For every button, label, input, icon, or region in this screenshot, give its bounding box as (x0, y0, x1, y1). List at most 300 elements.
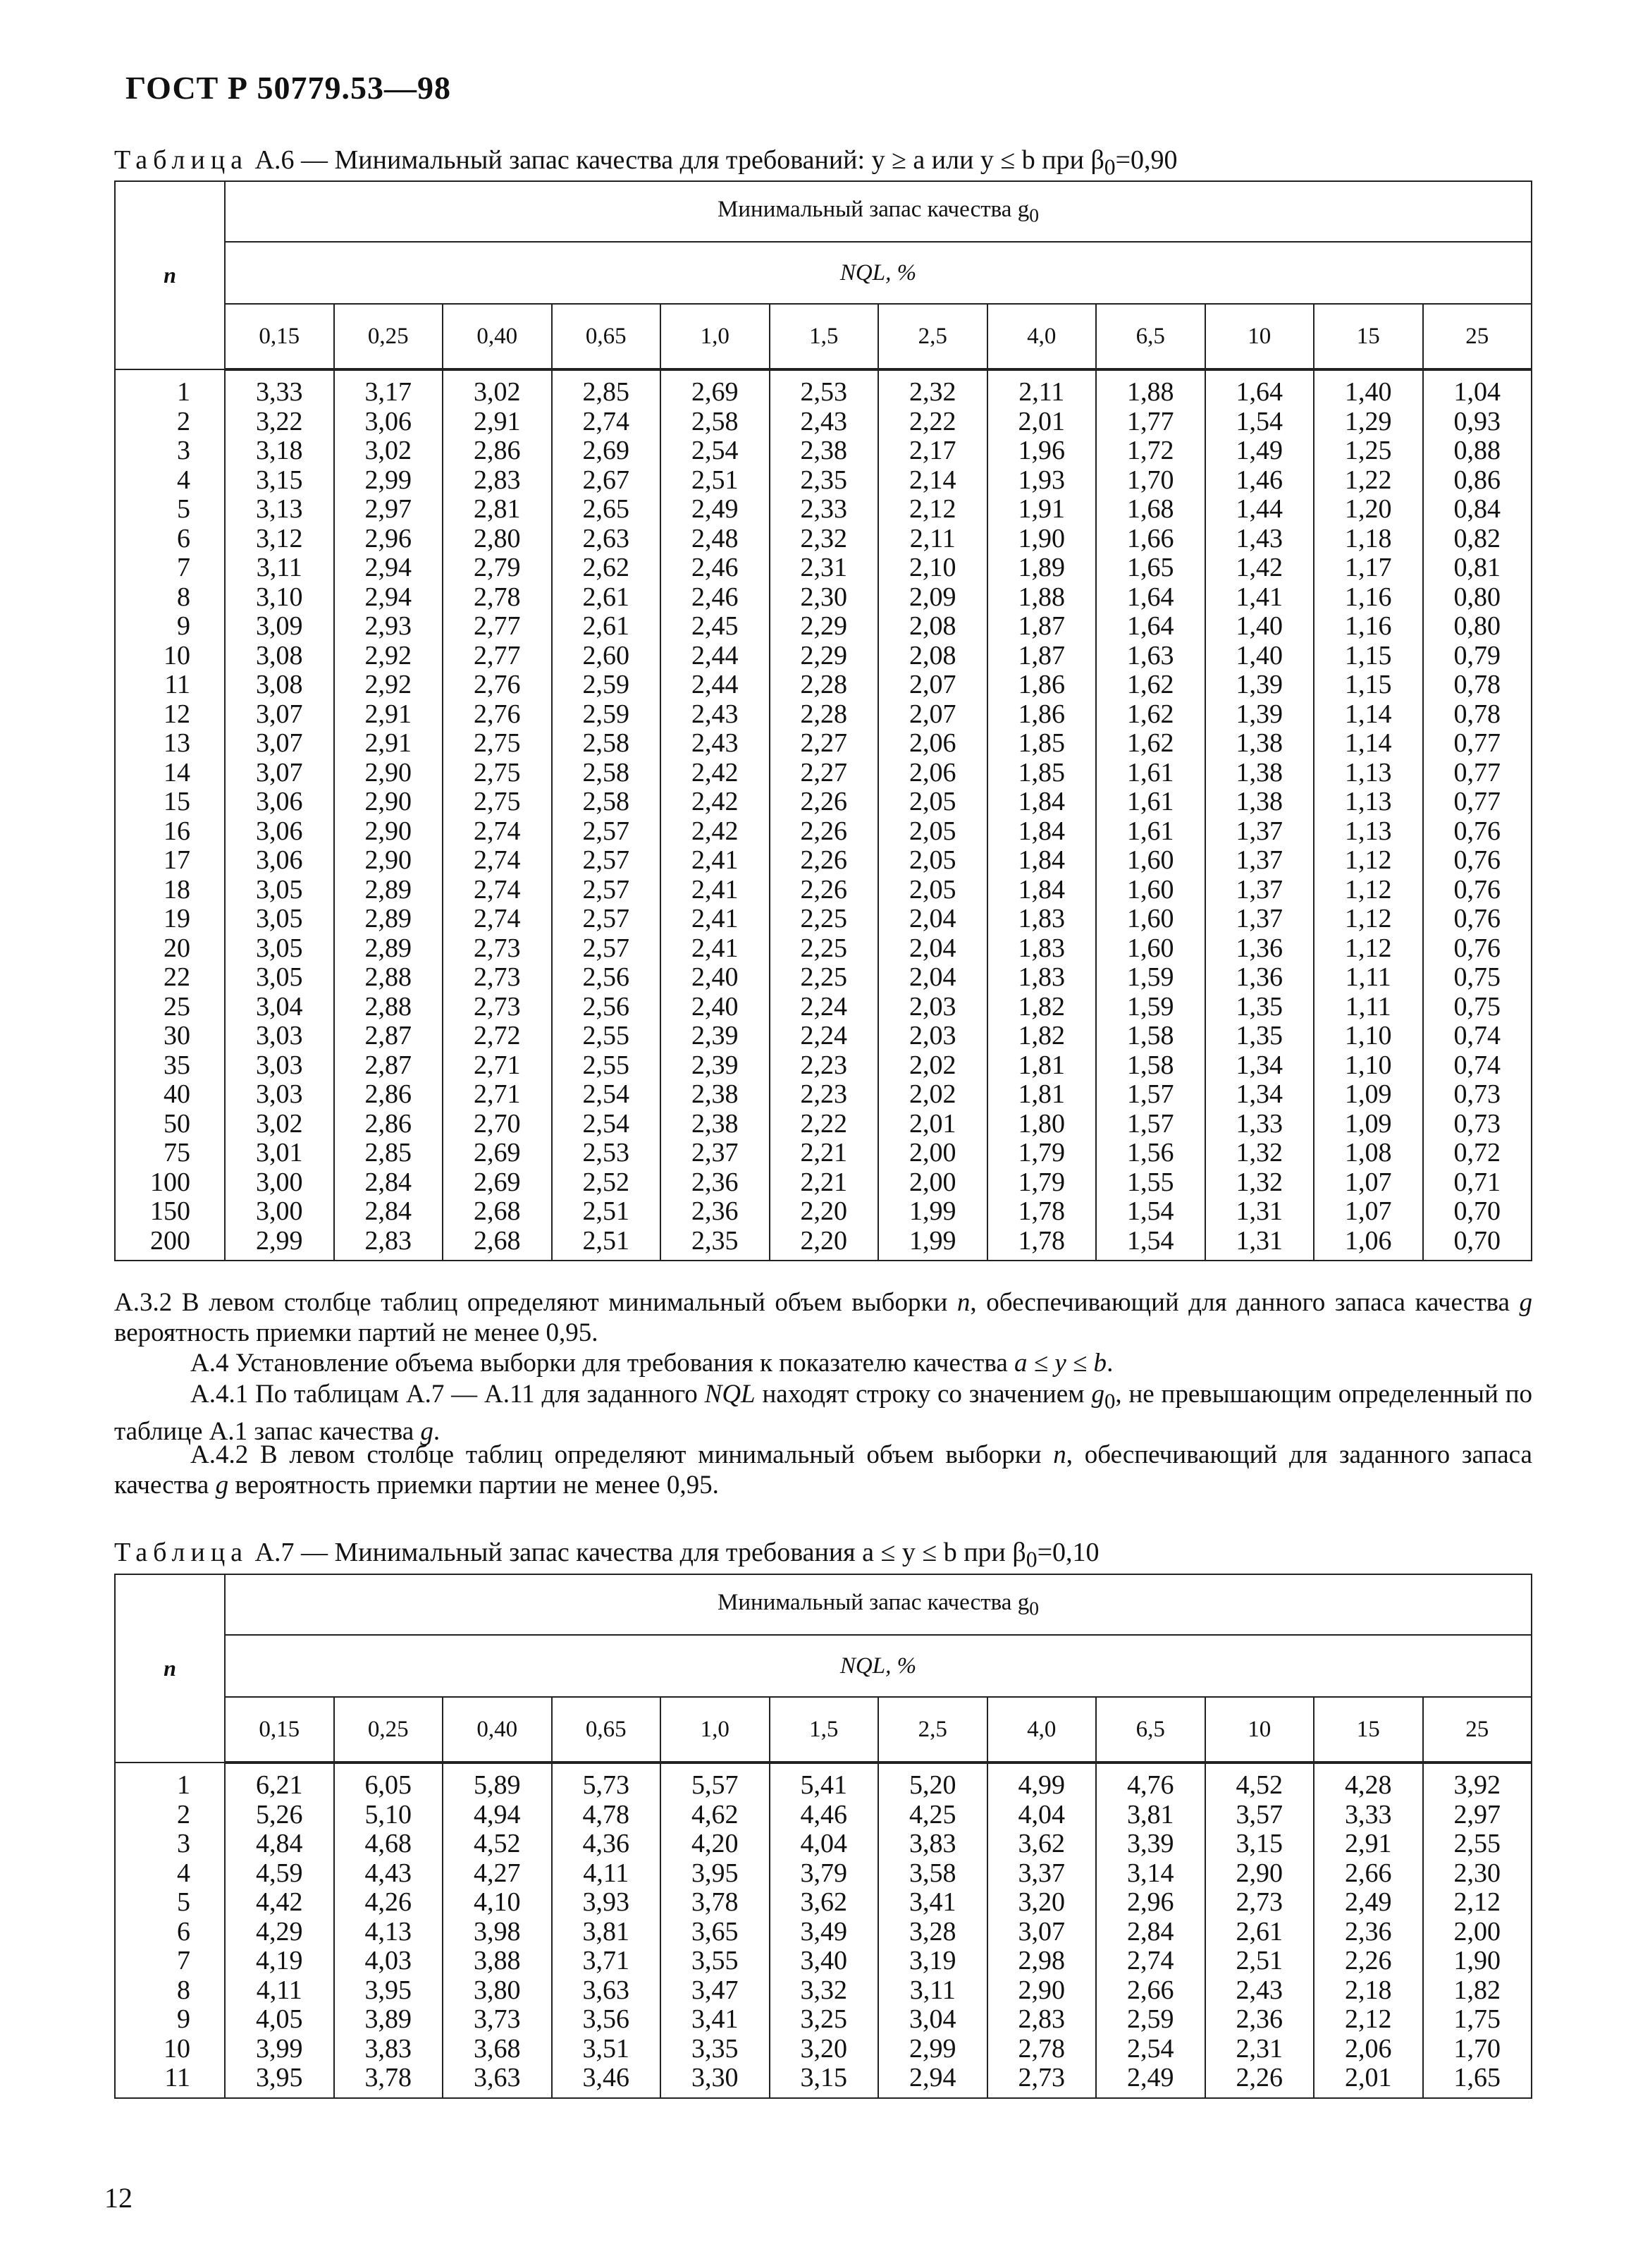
value-cell: 1,32 (1205, 1168, 1315, 1198)
value-cell: 4,59 (225, 1859, 334, 1889)
value-cell: 2,94 (334, 583, 443, 613)
text: а ≤ у ≤ b (1014, 1349, 1107, 1378)
table-row (115, 934, 1532, 964)
value-cell: 2,98 (987, 1947, 1097, 1976)
sample-size-cell: 10 (115, 642, 225, 671)
value-cell: 3,57 (1205, 1801, 1315, 1830)
value-cell: 2,61 (1205, 1918, 1315, 1947)
value-cell: 3,07 (987, 1918, 1097, 1947)
value-cell: 3,01 (225, 1139, 334, 1168)
value-cell: 2,28 (770, 700, 879, 730)
value-cell: 2,96 (334, 525, 443, 554)
value-cell: 0,80 (1423, 612, 1532, 642)
value-cell: 4,94 (443, 1801, 552, 1830)
text: . (1107, 1349, 1114, 1378)
value-cell: 3,73 (443, 2005, 552, 2035)
value-cell: 3,58 (878, 1859, 987, 1889)
value-cell: 4,46 (770, 1801, 879, 1830)
table-row (115, 1976, 1532, 2006)
value-cell: 1,90 (987, 525, 1097, 554)
sample-size-cell: 50 (115, 1110, 225, 1139)
value-cell: 1,43 (1205, 525, 1315, 554)
value-cell: 0,75 (1423, 993, 1532, 1022)
value-cell: 2,83 (443, 466, 552, 496)
value-cell: 1,81 (987, 1051, 1097, 1081)
value-cell: 1,06 (1314, 1227, 1423, 1261)
value-cell: 3,33 (1314, 1801, 1423, 1830)
value-cell: 1,09 (1314, 1110, 1423, 1139)
caption-text: Минимальный запас качества для требования а ≤ у ≤ b при β (334, 1538, 1026, 1567)
value-cell: 2,10 (878, 553, 987, 583)
value-cell: 1,15 (1314, 642, 1423, 671)
value-cell: 1,57 (1096, 1080, 1205, 1110)
value-cell: 1,64 (1096, 612, 1205, 642)
value-cell: 1,54 (1096, 1197, 1205, 1227)
value-cell: 1,65 (1423, 2064, 1532, 2098)
table-row (115, 1022, 1532, 1051)
value-cell: 2,43 (660, 729, 770, 759)
table-row (115, 583, 1532, 613)
value-cell: 1,79 (987, 1168, 1097, 1198)
value-cell: 2,22 (878, 407, 987, 437)
value-cell: 1,58 (1096, 1022, 1205, 1051)
table-row (115, 2005, 1532, 2035)
table-row (115, 787, 1532, 817)
value-cell: 1,25 (1314, 436, 1423, 466)
column-header: 15 (1314, 1697, 1423, 1763)
value-cell: 1,22 (1314, 466, 1423, 496)
value-cell: 1,70 (1096, 466, 1205, 496)
value-cell: 3,05 (225, 934, 334, 964)
value-cell: 0,76 (1423, 905, 1532, 934)
table-row (115, 1918, 1532, 1947)
value-cell: 1,42 (1205, 553, 1315, 583)
value-cell: 2,08 (878, 612, 987, 642)
value-cell: 2,74 (443, 817, 552, 847)
table-row (115, 1829, 1532, 1859)
value-cell: 1,99 (878, 1227, 987, 1261)
value-cell: 3,04 (225, 993, 334, 1022)
value-cell: 2,71 (443, 1051, 552, 1081)
text: g (215, 1471, 229, 1500)
value-cell: 3,98 (443, 1918, 552, 1947)
value-cell: 1,44 (1205, 495, 1315, 525)
value-cell: 4,68 (334, 1829, 443, 1859)
value-cell: 2,76 (443, 700, 552, 730)
value-cell: 2,69 (552, 436, 661, 466)
value-cell: 4,99 (987, 1763, 1097, 1801)
value-cell: 2,28 (770, 670, 879, 700)
sample-size-cell: 40 (115, 1080, 225, 1110)
value-cell: 2,69 (443, 1168, 552, 1198)
value-cell: 2,03 (878, 1022, 987, 1051)
text: вероятность приемки партии не менее 0,95. (228, 1471, 719, 1500)
value-cell: 3,95 (225, 2064, 334, 2098)
value-cell: 2,91 (1314, 1829, 1423, 1859)
value-cell: 3,78 (334, 2064, 443, 2098)
sample-size-cell: 9 (115, 612, 225, 642)
value-cell: 3,14 (1096, 1859, 1205, 1889)
value-cell: 2,45 (660, 612, 770, 642)
value-cell: 2,89 (334, 876, 443, 905)
value-cell: 3,08 (225, 670, 334, 700)
value-cell: 2,54 (1096, 2035, 1205, 2064)
value-cell: 5,26 (225, 1801, 334, 1830)
value-cell: 1,80 (987, 1110, 1097, 1139)
value-cell: 2,66 (1314, 1859, 1423, 1889)
value-cell: 2,00 (1423, 1918, 1532, 1947)
value-cell: 2,48 (660, 525, 770, 554)
value-cell: 1,12 (1314, 905, 1423, 934)
value-cell: 2,85 (552, 369, 661, 407)
value-cell: 1,35 (1205, 993, 1315, 1022)
value-cell: 2,78 (443, 583, 552, 613)
value-cell: 4,84 (225, 1829, 334, 1859)
value-cell: 2,41 (660, 934, 770, 964)
value-cell: 2,58 (552, 729, 661, 759)
column-header: 0,15 (225, 1697, 334, 1763)
value-cell: 2,91 (334, 700, 443, 730)
value-cell: 3,13 (225, 495, 334, 525)
value-cell: 3,39 (1096, 1829, 1205, 1859)
sample-size-cell: 18 (115, 876, 225, 905)
table-row (115, 1139, 1532, 1168)
paragraph-a4-1 (114, 1379, 1532, 1447)
value-cell: 3,00 (225, 1168, 334, 1198)
value-cell: 1,12 (1314, 876, 1423, 905)
group-header (225, 1574, 1532, 1635)
document-code: ГОСТ Р 50779.53—98 (125, 70, 451, 106)
value-cell: 2,79 (443, 553, 552, 583)
value-cell: 1,39 (1205, 670, 1315, 700)
value-cell: 2,73 (987, 2064, 1097, 2098)
sample-size-cell: 19 (115, 905, 225, 934)
value-cell: 2,59 (552, 670, 661, 700)
value-cell: 2,46 (660, 553, 770, 583)
column-header: 1,5 (770, 1697, 879, 1763)
value-cell: 2,74 (1096, 1947, 1205, 1976)
value-cell: 0,73 (1423, 1110, 1532, 1139)
text: находят строку со значением (755, 1380, 1092, 1409)
value-cell: 1,91 (987, 495, 1097, 525)
value-cell: 2,55 (552, 1051, 661, 1081)
value-cell: 3,41 (660, 2005, 770, 2035)
value-cell: 2,35 (770, 466, 879, 496)
value-cell: 1,13 (1314, 787, 1423, 817)
value-cell: 2,49 (1096, 2064, 1205, 2098)
value-cell: 2,26 (770, 787, 879, 817)
value-cell: 3,46 (552, 2064, 661, 2098)
value-cell: 2,54 (552, 1110, 661, 1139)
value-cell: 2,89 (334, 934, 443, 964)
value-cell: 4,26 (334, 1888, 443, 1918)
value-cell: 2,56 (552, 963, 661, 993)
value-cell: 1,33 (1205, 1110, 1315, 1139)
value-cell: 1,57 (1096, 1110, 1205, 1139)
table-row (115, 369, 1532, 407)
value-cell: 3,93 (552, 1888, 661, 1918)
table-row (115, 700, 1532, 730)
value-cell: 2,29 (770, 642, 879, 671)
column-header: 6,5 (1096, 1697, 1205, 1763)
value-cell: 2,97 (1423, 1801, 1532, 1830)
value-cell: 2,08 (878, 642, 987, 671)
value-cell: 3,51 (552, 2035, 661, 2064)
table-row (115, 759, 1532, 788)
table-row (115, 993, 1532, 1022)
value-cell: 1,86 (987, 670, 1097, 700)
table-row (115, 642, 1532, 671)
value-cell: 2,74 (552, 407, 661, 437)
value-cell: 2,90 (334, 759, 443, 788)
value-cell: 2,30 (770, 583, 879, 613)
column-header: 0,40 (443, 1697, 552, 1763)
text: n (1053, 1440, 1066, 1469)
value-cell: 3,49 (770, 1918, 879, 1947)
value-cell: 1,64 (1205, 369, 1315, 407)
value-cell: 1,37 (1205, 876, 1315, 905)
value-cell: 1,62 (1096, 729, 1205, 759)
value-cell: 3,15 (225, 466, 334, 496)
value-cell: 2,36 (660, 1168, 770, 1198)
value-cell: 2,89 (334, 905, 443, 934)
value-cell: 1,10 (1314, 1051, 1423, 1081)
text: вероятность приемки партий не менее 0,95. (114, 1318, 598, 1347)
column-header: 2,5 (878, 1697, 987, 1763)
value-cell: 2,83 (987, 2005, 1097, 2035)
table-a6 (114, 180, 1532, 1261)
value-cell: 2,39 (660, 1051, 770, 1081)
value-cell: 2,31 (1205, 2035, 1315, 2064)
value-cell: 1,96 (987, 436, 1097, 466)
value-cell: 2,99 (225, 1227, 334, 1261)
value-cell: 2,42 (660, 787, 770, 817)
sample-size-cell: 150 (115, 1197, 225, 1227)
sample-size-cell: 7 (115, 1947, 225, 1976)
value-cell: 1,65 (1096, 553, 1205, 583)
value-cell: 5,57 (660, 1763, 770, 1801)
value-cell: 2,32 (770, 525, 879, 554)
column-header: 15 (1314, 304, 1423, 369)
value-cell: 1,11 (1314, 993, 1423, 1022)
value-cell: 2,60 (552, 642, 661, 671)
value-cell: 2,74 (443, 876, 552, 905)
value-cell: 0,70 (1423, 1197, 1532, 1227)
value-cell: 1,82 (987, 993, 1097, 1022)
value-cell: 3,71 (552, 1947, 661, 1976)
value-cell: 3,25 (770, 2005, 879, 2035)
value-cell: 2,83 (334, 1227, 443, 1261)
value-cell: 1,54 (1096, 1227, 1205, 1261)
value-cell: 1,54 (1205, 407, 1315, 437)
value-cell: 3,22 (225, 407, 334, 437)
value-cell: 1,14 (1314, 729, 1423, 759)
value-cell: 3,88 (443, 1947, 552, 1976)
value-cell: 3,07 (225, 759, 334, 788)
column-header: 25 (1423, 1697, 1532, 1763)
value-cell: 3,20 (987, 1888, 1097, 1918)
value-cell: 2,58 (660, 407, 770, 437)
sample-size-cell: 6 (115, 1918, 225, 1947)
value-cell: 1,88 (1096, 369, 1205, 407)
value-cell: 3,41 (878, 1888, 987, 1918)
value-cell: 0,78 (1423, 700, 1532, 730)
value-cell: 2,90 (334, 846, 443, 876)
value-cell: 0,76 (1423, 846, 1532, 876)
value-cell: 2,44 (660, 642, 770, 671)
sample-size-cell: 10 (115, 2035, 225, 2064)
value-cell: 2,20 (770, 1227, 879, 1261)
value-cell: 0,76 (1423, 934, 1532, 964)
value-cell: 2,39 (660, 1022, 770, 1051)
value-cell: 2,40 (660, 963, 770, 993)
value-cell: 2,36 (660, 1197, 770, 1227)
column-header: 10 (1205, 1697, 1315, 1763)
value-cell: 2,84 (1096, 1918, 1205, 1947)
value-cell: 4,78 (552, 1801, 661, 1830)
value-cell: 1,58 (1096, 1051, 1205, 1081)
value-cell: 1,78 (987, 1227, 1097, 1261)
value-cell: 2,66 (1096, 1976, 1205, 2006)
value-cell: 0,80 (1423, 583, 1532, 613)
value-cell: 1,09 (1314, 1080, 1423, 1110)
value-cell: 1,78 (987, 1197, 1097, 1227)
value-cell: 2,03 (878, 993, 987, 1022)
text: А.4 Установление объема выборки для требования к показателю качества (190, 1349, 1015, 1378)
sample-size-cell: 16 (115, 817, 225, 847)
value-cell: 2,57 (552, 876, 661, 905)
value-cell: 1,60 (1096, 876, 1205, 905)
paragraph-a4-2 (114, 1440, 1532, 1500)
value-cell: 1,85 (987, 729, 1097, 759)
value-cell: 2,88 (334, 963, 443, 993)
value-cell: 1,63 (1096, 642, 1205, 671)
value-cell: 1,18 (1314, 525, 1423, 554)
table-row (115, 817, 1532, 847)
value-cell: 2,43 (660, 700, 770, 730)
value-cell: 2,07 (878, 700, 987, 730)
value-cell: 2,91 (334, 729, 443, 759)
value-cell: 3,06 (225, 846, 334, 876)
value-cell: 4,43 (334, 1859, 443, 1889)
value-cell: 4,13 (334, 1918, 443, 1947)
column-header: 2,5 (878, 304, 987, 369)
value-cell: 2,87 (334, 1051, 443, 1081)
value-cell: 2,21 (770, 1168, 879, 1198)
value-cell: 0,75 (1423, 963, 1532, 993)
value-cell: 4,28 (1314, 1763, 1423, 1801)
value-cell: 2,68 (443, 1197, 552, 1227)
value-cell: 2,49 (1314, 1888, 1423, 1918)
value-cell: 2,00 (878, 1168, 987, 1198)
value-cell: 1,46 (1205, 466, 1315, 496)
sample-size-cell: 14 (115, 759, 225, 788)
text: , не превышающим определенный по таблице А.1 запас качества (114, 1380, 1532, 1447)
caption-tail: =0,10 (1037, 1538, 1100, 1567)
caption-number: А.6 — (254, 145, 328, 175)
value-cell: 1,75 (1423, 2005, 1532, 2035)
column-header: 1,0 (660, 304, 770, 369)
value-cell: 2,73 (1205, 1888, 1315, 1918)
value-cell: 3,81 (552, 1918, 661, 1947)
value-cell: 2,38 (660, 1080, 770, 1110)
value-cell: 2,73 (443, 934, 552, 964)
value-cell: 2,26 (1205, 2064, 1315, 2098)
text: 0 (1029, 1597, 1039, 1619)
text: 0 (1029, 204, 1039, 226)
value-cell: 4,52 (443, 1829, 552, 1859)
sample-size-cell: 13 (115, 729, 225, 759)
column-header: 0,65 (552, 304, 661, 369)
sample-size-cell: 9 (115, 2005, 225, 2035)
value-cell: 1,83 (987, 934, 1097, 964)
value-cell: 2,57 (552, 846, 661, 876)
value-cell: 2,56 (552, 993, 661, 1022)
column-header: 4,0 (987, 1697, 1097, 1763)
value-cell: 1,60 (1096, 934, 1205, 964)
value-cell: 4,11 (552, 1859, 661, 1889)
value-cell: 2,96 (1096, 1888, 1205, 1918)
value-cell: 1,40 (1314, 369, 1423, 407)
value-cell: 3,07 (225, 729, 334, 759)
sample-size-cell: 5 (115, 495, 225, 525)
value-cell: 2,93 (334, 612, 443, 642)
value-cell: 1,38 (1205, 787, 1315, 817)
value-cell: 3,02 (443, 369, 552, 407)
value-cell: 6,21 (225, 1763, 334, 1801)
value-cell: 2,77 (443, 642, 552, 671)
value-cell: 1,12 (1314, 846, 1423, 876)
value-cell: 4,10 (443, 1888, 552, 1918)
value-cell: 3,17 (334, 369, 443, 407)
value-cell: 1,84 (987, 846, 1097, 876)
table-row (115, 553, 1532, 583)
value-cell: 1,17 (1314, 553, 1423, 583)
value-cell: 3,63 (443, 2064, 552, 2098)
sample-size-cell: 6 (115, 525, 225, 554)
text: , обеспечивающий для данного запаса качества (970, 1288, 1520, 1317)
value-cell: 2,99 (334, 466, 443, 496)
value-cell: 0,74 (1423, 1022, 1532, 1051)
column-header: 0,25 (334, 304, 443, 369)
value-cell: 1,36 (1205, 934, 1315, 964)
value-cell: 2,75 (443, 759, 552, 788)
table-row (115, 1888, 1532, 1918)
value-cell: 2,92 (334, 642, 443, 671)
value-cell: 2,76 (443, 670, 552, 700)
value-cell: 1,61 (1096, 817, 1205, 847)
value-cell: 2,59 (552, 700, 661, 730)
value-cell: 2,29 (770, 612, 879, 642)
value-cell: 2,52 (552, 1168, 661, 1198)
table-a7 (114, 1574, 1532, 2099)
caption-tail: =0,90 (1115, 145, 1178, 175)
value-cell: 2,26 (770, 876, 879, 905)
value-cell: 5,89 (443, 1763, 552, 1801)
value-cell: 3,11 (878, 1976, 987, 2006)
value-cell: 4,62 (660, 1801, 770, 1830)
value-cell: 3,83 (334, 2035, 443, 2064)
value-cell: 1,31 (1205, 1197, 1315, 1227)
value-cell: 1,93 (987, 466, 1097, 496)
value-cell: 0,77 (1423, 787, 1532, 817)
value-cell: 3,15 (770, 2064, 879, 2098)
value-cell: 2,75 (443, 729, 552, 759)
value-cell: 2,59 (1096, 2005, 1205, 2035)
value-cell: 2,73 (443, 993, 552, 1022)
value-cell: 1,04 (1423, 369, 1532, 407)
value-cell: 3,06 (225, 817, 334, 847)
